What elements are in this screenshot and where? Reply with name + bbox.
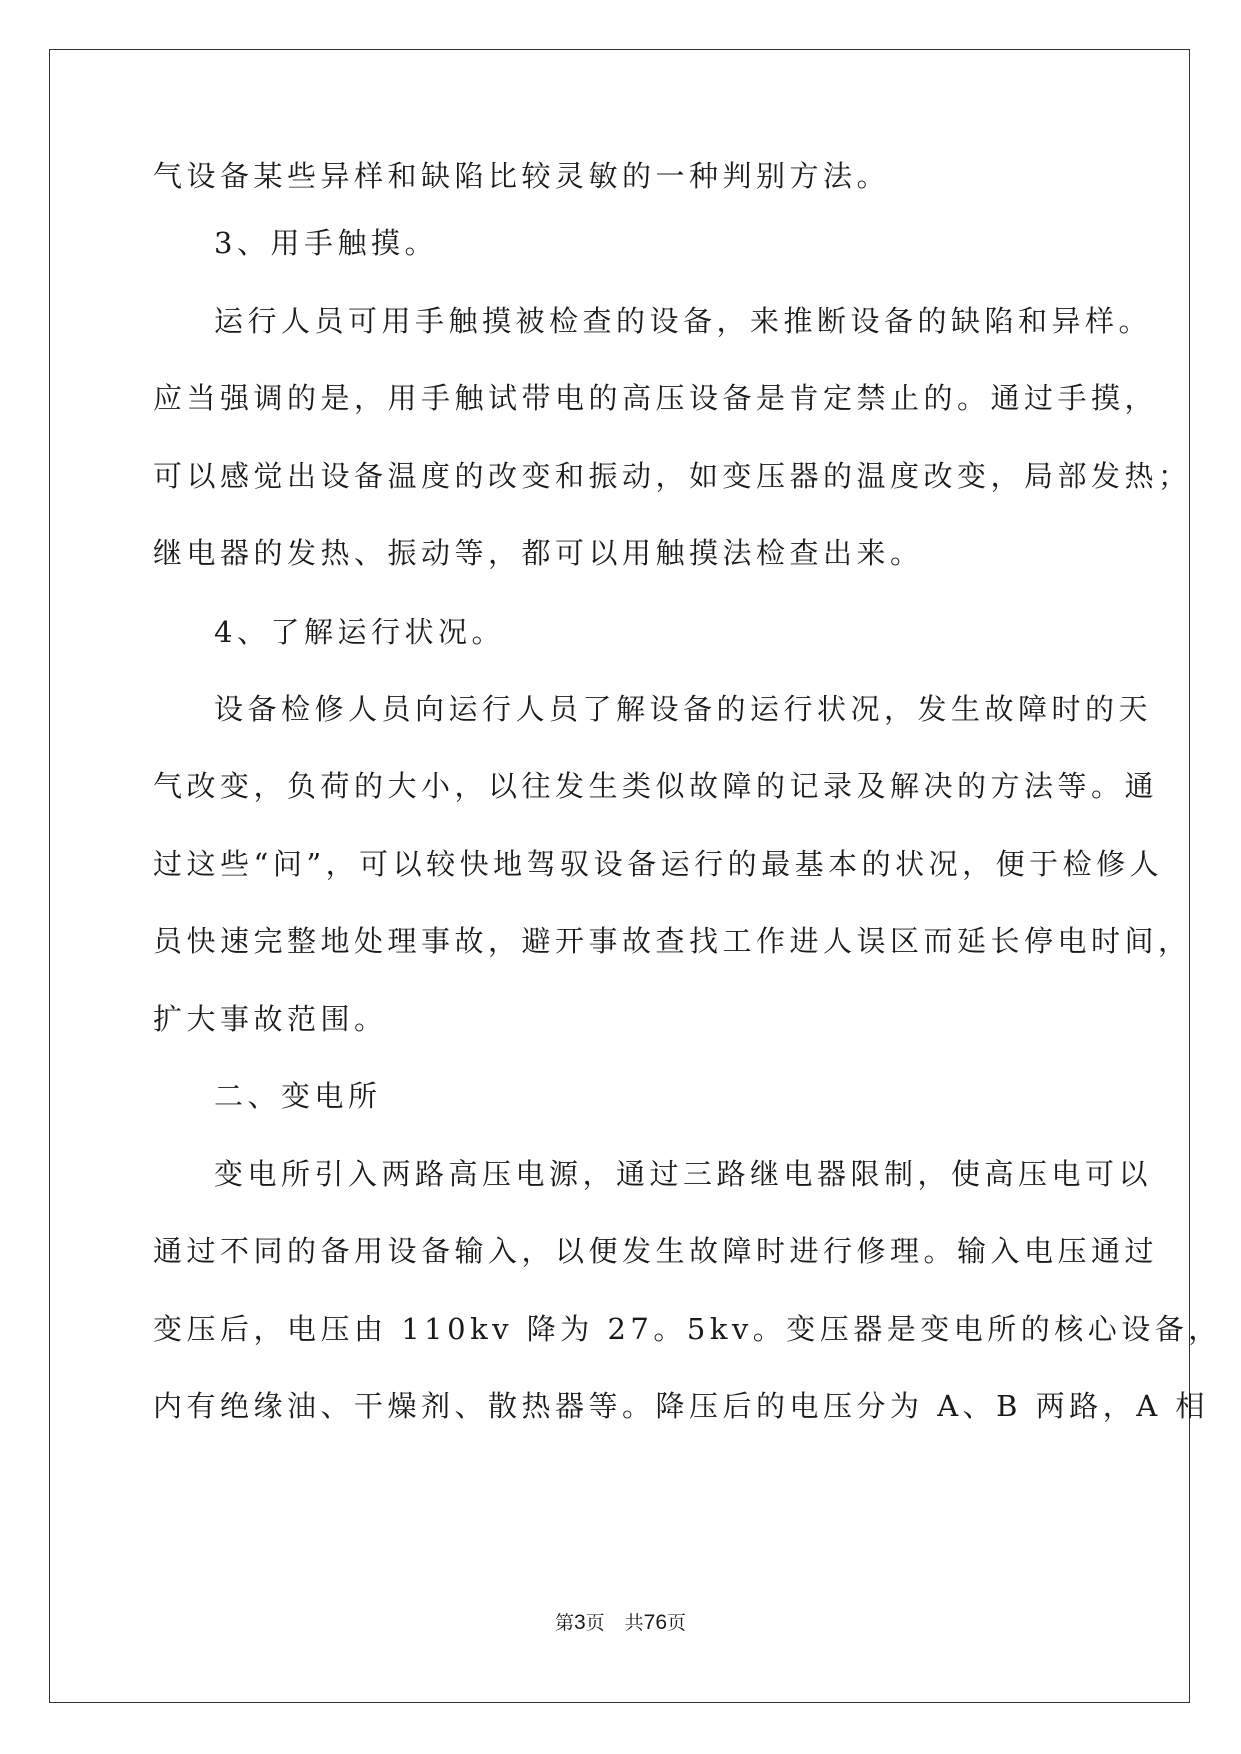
total-suffix: 页	[667, 1612, 687, 1634]
section-heading-3: 3、用手触摸。	[214, 226, 438, 260]
text-line-8: 设备检修人员向运行人员了解设备的运行状况，发生故障时的天	[214, 692, 1153, 726]
text-line-1: 气设备某些异样和缺陷比较灵敏的一种判别方法。	[153, 159, 891, 193]
page-prefix: 第	[554, 1612, 574, 1634]
text-line-3: 运行人员可用手触摸被检查的设备，来推断设备的缺陷和异样。	[214, 304, 1153, 338]
text-line-12: 扩大事故范围。	[153, 1002, 388, 1036]
text-line-15: 通过不同的备用设备输入，以便发生故障时进行修理。输入电压通过	[153, 1234, 1159, 1268]
text-line-9: 气改变，负荷的大小，以往发生类似故障的记录及解决的方法等。通	[153, 769, 1159, 803]
text-line-11: 员快速完整地处理事故，避开事故查找工作进人误区而延长停电时间，	[153, 924, 1192, 958]
text-line-5: 可以感觉出设备温度的改变和振动，如变压器的温度改变，局部发热；	[153, 459, 1192, 493]
page-suffix: 页	[585, 1612, 605, 1634]
section-heading-4: 4、了解运行状况。	[214, 615, 505, 649]
total-pages: 76	[643, 1611, 668, 1634]
page-footer	[0, 1608, 1241, 1635]
text-line-14: 变电所引入两路高压电源，通过三路继电器限制，使高压电可以	[214, 1157, 1153, 1191]
text-line-16: 变压后，电压由 110kv 降为 27。5kv。变压器是变电所的核心设备，	[153, 1312, 1222, 1346]
text-line-6: 继电器的发热、振动等，都可以用触摸法检查出来。	[153, 536, 924, 570]
text-line-17: 内有绝缘油、干燥剂、散热器等。降压后的电压分为 A、B 两路，A 相	[153, 1389, 1209, 1423]
text-line-4: 应当强调的是，用手触试带电的高压设备是肯定禁止的。通过手摸，	[153, 381, 1159, 415]
total-prefix: 共	[624, 1612, 644, 1634]
page-number: 3	[573, 1611, 586, 1634]
text-line-10: 过这些“问”，可以较快地驾驭设备运行的最基本的状况，便于检修人	[153, 847, 1164, 881]
section-heading-substation: 二、变电所	[214, 1079, 382, 1113]
